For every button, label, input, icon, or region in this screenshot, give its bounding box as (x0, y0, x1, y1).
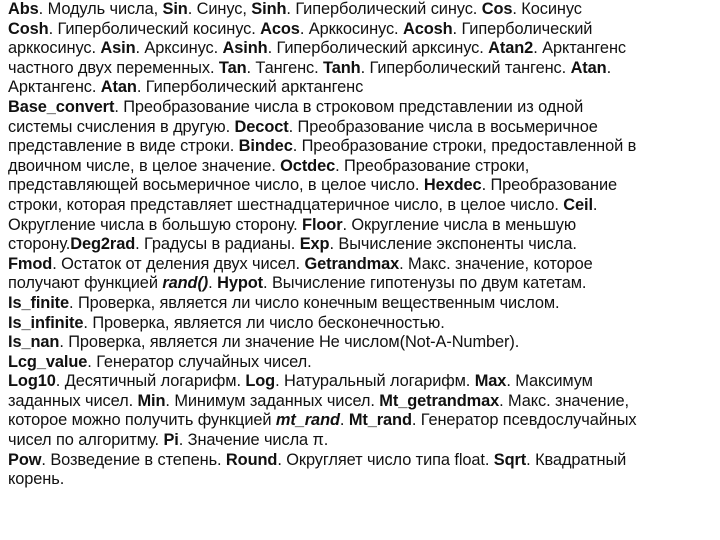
function-name: Atan (570, 58, 607, 77)
function-name: Tanh (323, 58, 361, 77)
description-text: . Возведение в степень. (41, 450, 226, 469)
text-line (8, 196, 720, 216)
description-text: . Округление числа в меньшую (342, 215, 577, 234)
description-text: чисел по алгоритму. (8, 431, 164, 450)
text-line (8, 392, 720, 412)
text-line (8, 255, 720, 275)
function-name: Lcg_value (8, 352, 88, 371)
description-text: . Проверка, является ли число конечным вещественным числом. (69, 293, 560, 312)
description-text: . Десятичный логарифм. (55, 372, 246, 391)
description-text: . Проверка, является ли число бесконечностью. (83, 313, 445, 332)
function-reference: mt_rand (275, 411, 340, 430)
text-line (8, 294, 720, 314)
text-line (8, 157, 720, 177)
description-text: Арктангенс. (8, 78, 101, 97)
function-name: Sqrt (493, 450, 527, 469)
text-line (8, 274, 720, 294)
function-name: Asinh (222, 39, 268, 58)
description-text: системы счисления в другую. (8, 117, 235, 136)
function-name: Atan2 (488, 39, 534, 58)
description-text: представление в виде строки. (8, 137, 239, 156)
description-text: . Натуральный логарифм. (275, 372, 475, 391)
function-name: Pi (163, 431, 179, 450)
text-line (8, 333, 720, 353)
function-name: Round (225, 450, 278, 469)
text-line (8, 235, 720, 255)
function-name: Octdec (280, 156, 336, 175)
description-text: . Вычисление экспоненты числа. (329, 235, 577, 254)
text-line (8, 431, 720, 451)
description-text: . Арктангенс (533, 39, 626, 58)
function-name: Decoct (234, 117, 289, 136)
description-text: которое можно получить функцией (8, 411, 276, 430)
function-name: Bindec (238, 137, 293, 156)
description-text: . Вычисление гипотенузы по двум катетам. (263, 274, 587, 293)
function-name: Is_nan (8, 333, 60, 352)
description-text: . Гиперболический арксинус. (267, 39, 489, 58)
function-name: Mt_getrandmax (379, 391, 500, 410)
description-text: . Генератор случайных чисел. (87, 352, 312, 371)
description-text: . Гиперболический арктангенс (136, 78, 364, 97)
description-text: . Гиперболический тангенс. (360, 58, 571, 77)
function-name: Ceil (563, 195, 593, 214)
description-text: . Тангенс. (246, 58, 324, 77)
description-text: . (339, 411, 349, 430)
function-name: Is_finite (8, 293, 70, 312)
description-text: . Преобразование строки, (335, 156, 530, 175)
description-text: двоичном числе, в целое значение. (8, 156, 281, 175)
description-text: . Арккосинус. (299, 19, 403, 38)
description-text: . (592, 195, 598, 214)
description-text: представляющей восьмеричное число, в целое число. (8, 176, 424, 195)
text-line (8, 98, 720, 118)
description-text: . Преобразование строки, предоставленной в (292, 137, 637, 156)
description-text: . Квадратный (526, 450, 627, 469)
description-text: частного двух переменных. (8, 58, 219, 77)
description-text: . Синус, (187, 0, 252, 18)
description-text: . (606, 58, 612, 77)
text-line (8, 39, 720, 59)
description-text: строки, которая представляет шестнадцатеричное число, в целое число. (8, 195, 564, 214)
description-text: . Гиперболический косинус. (48, 19, 261, 38)
text-line (8, 176, 720, 196)
function-name: Pow (8, 450, 42, 469)
text-body (8, 0, 720, 490)
description-text: . Макс. значение, (499, 391, 630, 410)
function-name: Atan (100, 78, 137, 97)
description-text: . Значение числа π. (178, 431, 329, 450)
description-text: . Генератор псевдослучайных (411, 411, 637, 430)
description-text: . Округляет число типа float. (277, 450, 494, 469)
function-name: Deg2rad (70, 235, 136, 254)
description-text: . Гиперболический синус. (286, 0, 482, 18)
function-name: Hypot (217, 274, 264, 293)
description-text: . Преобразование (481, 176, 618, 195)
function-name: Cosh (8, 19, 49, 38)
description-text: . Преобразование числа в восьмеричное (288, 117, 598, 136)
text-line (8, 470, 720, 490)
description-text: арккосинус. (8, 39, 101, 58)
description-text: . Проверка, является ли значение Не числом(Not-A-Number). (59, 333, 520, 352)
text-line (8, 137, 720, 157)
description-text: получают функцией (8, 274, 163, 293)
function-name: Fmod (8, 254, 53, 273)
text-line (8, 411, 720, 431)
text-line (8, 0, 720, 20)
description-text: . Максимум (506, 372, 593, 391)
text-line (8, 118, 720, 138)
description-text: . Преобразование числа в строковом представлении из одной (114, 97, 584, 116)
function-name: Log10 (8, 372, 56, 391)
function-name: Sinh (251, 0, 287, 18)
function-name: Getrandmax (304, 254, 400, 273)
description-text: . Минимум заданных чисел. (165, 391, 380, 410)
function-name: Asin (100, 39, 136, 58)
function-name: Sin (162, 0, 188, 18)
text-line (8, 216, 720, 236)
text-line (8, 314, 720, 334)
description-text: сторону. (8, 235, 71, 254)
description-text: . Арксинус. (135, 39, 223, 58)
function-name: Tan (218, 58, 247, 77)
description-text: Округление числа в большую сторону. (8, 215, 303, 234)
function-name: Log (245, 372, 276, 391)
function-name: Exp (299, 235, 330, 254)
text-line (8, 353, 720, 373)
function-name: Min (137, 391, 166, 410)
description-text: . Косинус (512, 0, 582, 18)
description-text: . Макс. значение, которое (399, 254, 593, 273)
description-text: . Градусы в радианы. (135, 235, 300, 254)
function-name: Is_infinite (8, 313, 84, 332)
function-name: Abs (8, 0, 39, 18)
text-line (8, 78, 720, 98)
function-name: Acosh (402, 19, 453, 38)
description-text: . Гиперболический (452, 19, 593, 38)
function-name: Max (474, 372, 507, 391)
text-line (8, 372, 720, 392)
text-line (8, 20, 720, 40)
description-text: . Модуль числа, (38, 0, 163, 18)
function-name: Mt_rand (348, 411, 412, 430)
function-name: Acos (260, 19, 300, 38)
function-name: Floor (302, 215, 343, 234)
function-name: Cos (481, 0, 513, 18)
function-reference: rand() (162, 274, 209, 293)
function-name: Base_convert (8, 97, 115, 116)
description-text: . Остаток от деления двух чисел. (52, 254, 305, 273)
description-text: корень. (8, 470, 65, 489)
function-name: Hexdec (423, 176, 482, 195)
text-line (8, 451, 720, 471)
text-line (8, 59, 720, 79)
description-text: . (208, 274, 218, 293)
description-text: заданных чисел. (8, 391, 138, 410)
